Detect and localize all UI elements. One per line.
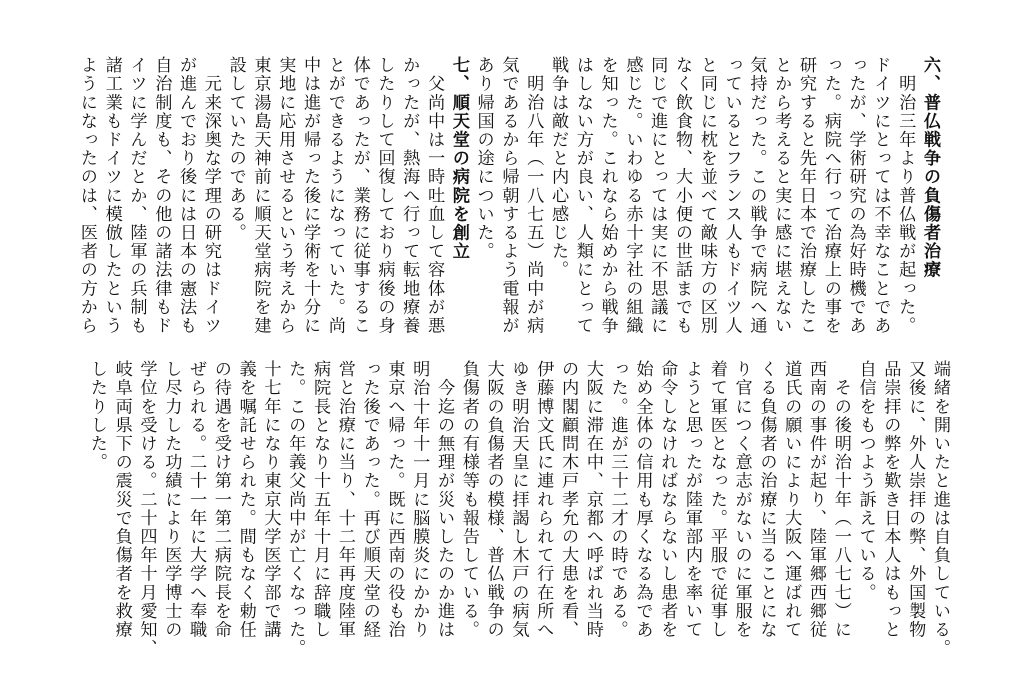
text-line: 大阪の負傷者の模様、普仏戦争の [483,360,504,639]
text-line: の待遇を受け第一第二病院長を命 [210,360,231,639]
text-line: 感じた。いわゆる赤十字社の組織 [622,56,643,335]
text-line: った後であった。再び順天堂の経 [359,360,380,639]
upper-text-block [74,56,942,346]
text-line: と同じに枕を並べて敵味方の区別 [696,56,717,335]
text-line: り官につく意志がないのに軍服を [731,360,752,639]
text-line: 今迄の無理が災いしたのか進は [434,360,455,639]
text-line: 実地に応用させるという考えから [275,56,296,335]
text-line: 設していたのである。 [225,56,246,242]
section-heading: 七、順天堂の病院を創立 [448,56,469,261]
text-line: 諸工業もドイツに模倣したという [101,56,122,335]
text-line: ゆき明治天皇に拝謁し木戸の病気 [508,360,529,639]
text-line: った。病院へ行って治療上の事を [820,56,841,335]
text-line: 岐阜両県下の震災で負傷者を救療 [111,360,132,639]
text-line: 西南の事件が起り、陸軍郷西郷従 [806,360,827,639]
text-line: 中は進が帰った後に学術を十分に [300,56,321,335]
text-line: 東京湯島天神前に順天堂病院を建 [250,56,271,335]
text-line: 戦争は敵だと内心感じた。 [548,56,569,280]
text-line: 義を嘱託せられた。間もなく勅任 [235,360,256,639]
text-line: 大阪に滞在中、京都へ呼ばれ当時 [582,360,603,639]
text-line: くる負傷者の治療に当ることにな [756,360,777,639]
text-line: 気であるから帰朝するよう電報が [498,56,519,335]
text-line: ドイツにとっては不幸なことであ [870,56,891,335]
text-line: 営と治療に当り、十二年再度陸軍 [334,360,355,639]
text-line: 学位を受ける。二十四年十月愛知、 [136,360,157,658]
text-line: の内閣顧問木戸孝允の大患を看、 [558,360,579,639]
text-line: 同じで進にとっては実に不思議に [647,56,668,335]
text-line: 気持だった。この戦争で病院へ通 [746,56,767,335]
text-line: 父尚中は一時吐血して容体が悪 [424,56,445,335]
text-line: とができるようになっていた。尚 [324,56,345,335]
text-line: 体であったが、業務に従事するこ [349,56,370,335]
text-line: た。この年義父尚中が亡くなった。 [285,360,306,658]
text-line: 自治制度も、その他の諸法律もド [151,56,172,335]
text-line: 始め全体の信用も厚くなる為であ [632,360,653,639]
text-line: っているとフランス人もドイツ人 [721,56,742,335]
text-line: 命令しなければならないし患者を [657,360,678,639]
text-line: イツに学んだとか、陸軍の兵制も [126,56,147,335]
text-line: ようと思ったが陸軍部内を率いて [682,360,703,639]
text-line: ったが、学術研究の為好時機であ [845,56,866,335]
text-line: 伊藤博文氏に連れられて行在所へ [533,360,554,639]
text-line: 端緒を開いたと進は自負している。 [930,360,950,658]
text-line: 病院長となり十五年十月に辞職し [310,360,331,639]
text-line: ようになったのは、医者の方から [76,56,97,335]
text-line: が進んでおり後には日本の憲法も [176,56,197,335]
text-line: とから考えると実に感に堪えない [771,56,792,335]
text-line: その後明治十年（一八七七）に [830,360,851,639]
text-line: 着て軍医となった。平服で従事し [706,360,727,639]
text-line: 研究すると先年日本で治療したこ [796,56,817,335]
text-line: 又後に、外人崇拝の弊、外国製物 [905,360,926,639]
text-line: 明治八年（一八七五）尚中が病 [523,56,544,335]
text-line: 道氏の願いにより大阪へ運ばれて [781,360,802,639]
text-line: を知った。これなら始めから戦争 [597,56,618,335]
text-line: 東京へ帰った。既に西南の役も治 [384,360,405,639]
text-line: あり帰国の途についた。 [473,56,494,261]
text-line: なく飲食物、大小便の世話までも [672,56,693,335]
text-line: 自信をもつよう訴えている。 [855,360,876,602]
text-line: った。進が三十二才の時である。 [607,360,628,639]
text-line: 明治三年より普仏戦が起った。 [895,56,916,335]
text-line: はしない方が良い、人類にとって [572,56,593,335]
text-line: 品崇拝の弊を歎き日本人はもっと [880,360,901,639]
text-line: し尽力した功績により医学博士の [161,360,182,639]
text-line: したりして回復しており病後の身 [374,56,395,335]
text-line: ぜられる。二十一年に大学へ奉職 [186,360,207,639]
text-line: かったが、熱海へ行って転地療養 [399,56,420,335]
text-line: 負傷者の有様等も報告している。 [458,360,479,639]
text-line: 元来深奥な学理の研究はドイツ [200,56,221,335]
text-line: 十七年になり東京大学医学部で講 [260,360,281,639]
text-line: 明治十年十一月に脳膜炎にかかり [409,360,430,639]
section-heading: 六、普仏戦争の負傷者治療 [920,56,940,280]
lower-text-block [84,360,952,658]
text-line: したりした。 [86,360,107,472]
